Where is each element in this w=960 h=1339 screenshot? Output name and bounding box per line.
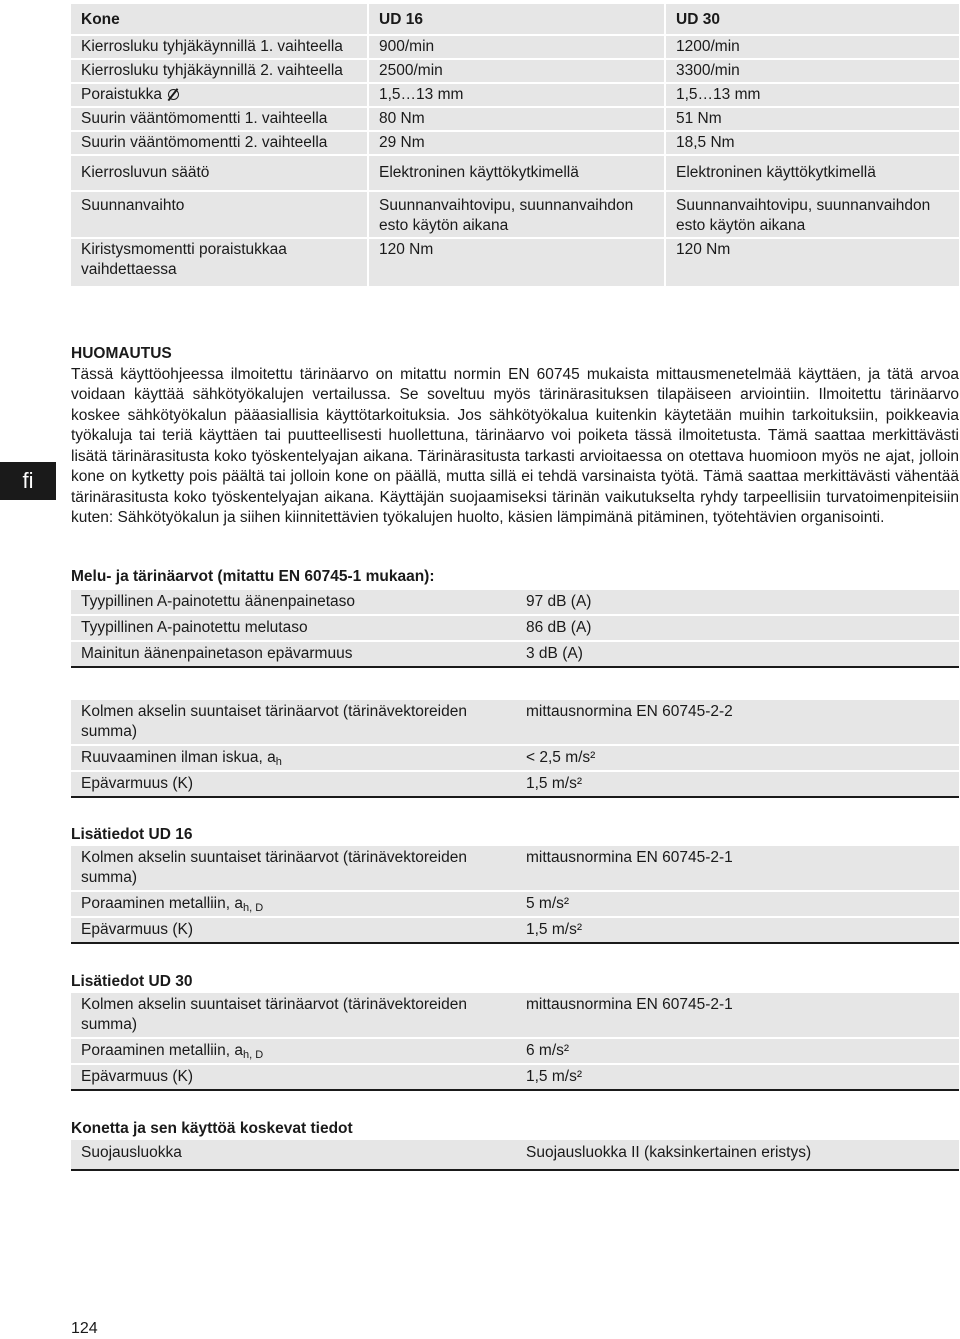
row-value: < 2,5 m/s²	[516, 745, 959, 771]
noise-section-title: Melu- ja tärinäarvot (mitattu EN 60745-1 mukaan):	[71, 568, 435, 585]
table-row	[71, 993, 959, 1038]
table-row	[71, 59, 959, 83]
row-value: 86 dB (A)	[516, 615, 959, 641]
row-value: mittausnormina EN 60745-2-2	[516, 700, 959, 745]
row-label	[71, 891, 516, 917]
table-row	[71, 83, 959, 107]
row-label: Tyypillinen A-painotettu äänenpainetaso	[71, 590, 516, 615]
cell: 80 Nm	[368, 107, 665, 131]
row-value: 97 dB (A)	[516, 590, 959, 615]
row-value: 6 m/s²	[516, 1038, 959, 1064]
table-row	[71, 1038, 959, 1064]
vibration-table	[71, 700, 959, 798]
table-row	[71, 107, 959, 131]
table-row	[71, 700, 959, 745]
table-row	[71, 35, 959, 59]
machine-info-table	[71, 1140, 959, 1171]
row-value: 3 dB (A)	[516, 641, 959, 667]
row-label: Kolmen akselin suuntaiset tärinäarvot (tärinävektoreiden summa)	[71, 993, 516, 1038]
diameter-icon	[168, 89, 179, 100]
cell: 1,5…13 mm	[665, 83, 959, 107]
table-row	[71, 771, 959, 797]
table-row	[71, 641, 959, 667]
table-row	[71, 615, 959, 641]
vibration-note	[71, 344, 959, 529]
row-label: Kolmen akselin suuntaiset tärinäarvot (tärinävektoreiden summa)	[71, 700, 516, 745]
row-value: Suojausluokka II (kaksinkertainen eristys)	[516, 1140, 959, 1170]
header-cell: UD 30	[665, 4, 959, 35]
row-label: Epävarmuus (K)	[71, 1064, 516, 1090]
cell: Suunnanvaihtovipu, suunnanvaihdon esto käytön aikana	[665, 191, 959, 238]
cell: 3300/min	[665, 59, 959, 83]
row-label: Suurin vääntömomentti 2. vaihteella	[71, 131, 368, 155]
table-row	[71, 238, 959, 287]
note-title: HUOMAUTUS	[71, 345, 172, 362]
cell: Elektroninen käyttökytkimellä	[368, 155, 665, 191]
row-value: 5 m/s²	[516, 891, 959, 917]
table-row	[71, 917, 959, 943]
ud30-section-title: Lisätiedot UD 30	[71, 973, 193, 990]
row-label: Suojausluokka	[71, 1140, 516, 1170]
row-label: Kiristysmomentti poraistukkaa vaihdettaessa	[71, 238, 368, 287]
row-label: Suunnanvaihto	[71, 191, 368, 238]
row-label: Epävarmuus (K)	[71, 771, 516, 797]
cell: Elektroninen käyttökytkimellä	[665, 155, 959, 191]
cell: 29 Nm	[368, 131, 665, 155]
ud16-table	[71, 846, 959, 944]
cell: 1,5…13 mm	[368, 83, 665, 107]
row-label: Kierrosluvun säätö	[71, 155, 368, 191]
row-value: 1,5 m/s²	[516, 917, 959, 943]
row-label	[71, 745, 516, 771]
header-cell: Kone	[71, 4, 368, 35]
ud16-section-title: Lisätiedot UD 16	[71, 826, 193, 843]
table-row	[71, 155, 959, 191]
table-row	[71, 745, 959, 771]
note-body: Tässä käyttöohjeessa ilmoitettu tärinäarvo on mitattu normin EN 60745 mukaista mittausmenetelmää käyttäen, ja tätä arvoa voidaan käyttää sähkötyökalujen vertailussa. Se soveltuu myös tärinärasituksen tilapäiseen arviointiin. Ilmoitettu tärinäarvo koskee sähkötyökalun pääasiallisia käyttötarkoituksia. Jos sähkötyökalua kuitenkin käytetään muihin tarkoituksiin, poikkeavia työkaluja tai teriä käyttäen tai puutteellisesti huollettuna, tärinäarvo voi poiketa tässä ilmoitetusta. Tämä saattaa merkittävästi lisätä tärinärasitusta koko työskentelyajan aikana. Tärinärasitusta tarkasti arvioitaessa on otettava huomioon myös ne ajat, jolloin kone on kytketty pois päältä tai jolloin kone on päällä, mutta sillä ei tehdä varsinaista työtä. Tämä saattaa merkittävästi vähentää tärinärasitusta koko työskentelyajan aikana. Käyttäjän suojaamiseksi tärinän vaikutukselta ryhdy tarpeellisiin turvatoimenpiteisiin kuten: Sähkötyökalun ja siihen kiinnitettävien työkalujen huolto, käsien lämpimänä pitäminen, työtehtävien organisointi.	[71, 365, 959, 526]
spec-table	[71, 4, 959, 288]
language-tab: fi	[0, 462, 56, 500]
page-number: 124	[71, 1320, 98, 1337]
row-value: mittausnormina EN 60745-2-1	[516, 846, 959, 891]
row-label: Kolmen akselin suuntaiset tärinäarvot (tärinävektoreiden summa)	[71, 846, 516, 891]
cell: 900/min	[368, 35, 665, 59]
row-label	[71, 83, 368, 107]
noise-table	[71, 590, 959, 668]
subscript: h, D	[242, 902, 264, 914]
row-label-text: Poraaminen metalliin, a	[81, 1042, 243, 1059]
row-label-text: Ruuvaaminen ilman iskua, a	[81, 749, 276, 766]
table-row	[71, 846, 959, 891]
header-cell: UD 16	[368, 4, 665, 35]
row-label	[71, 1038, 516, 1064]
ud30-table	[71, 993, 959, 1091]
table-row	[71, 891, 959, 917]
row-label: Mainitun äänenpainetason epävarmuus	[71, 641, 516, 667]
table-row	[71, 590, 959, 615]
subscript: h	[275, 756, 282, 768]
cell: 18,5 Nm	[665, 131, 959, 155]
row-value: mittausnormina EN 60745-2-1	[516, 993, 959, 1038]
row-label: Epävarmuus (K)	[71, 917, 516, 943]
row-value: 1,5 m/s²	[516, 771, 959, 797]
cell: Suunnanvaihtovipu, suunnanvaihdon esto käytön aikana	[368, 191, 665, 238]
cell: 51 Nm	[665, 107, 959, 131]
spec-table-header	[71, 4, 959, 35]
table-row	[71, 131, 959, 155]
row-label: Kierrosluku tyhjäkäynnillä 2. vaihteella	[71, 59, 368, 83]
table-row	[71, 1140, 959, 1170]
cell: 1200/min	[665, 35, 959, 59]
subscript: h, D	[242, 1049, 264, 1061]
machine-info-title: Konetta ja sen käyttöä koskevat tiedot	[71, 1120, 353, 1137]
row-label: Suurin vääntömomentti 1. vaihteella	[71, 107, 368, 131]
cell: 2500/min	[368, 59, 665, 83]
table-row	[71, 191, 959, 238]
cell: 120 Nm	[368, 238, 665, 287]
cell: 120 Nm	[665, 238, 959, 287]
row-label: Tyypillinen A-painotettu melutaso	[71, 615, 516, 641]
row-label-text: Poraistukka	[81, 86, 162, 103]
row-value: 1,5 m/s²	[516, 1064, 959, 1090]
row-label-text: Poraaminen metalliin, a	[81, 895, 243, 912]
row-label: Kierrosluku tyhjäkäynnillä 1. vaihteella	[71, 35, 368, 59]
table-row	[71, 1064, 959, 1090]
